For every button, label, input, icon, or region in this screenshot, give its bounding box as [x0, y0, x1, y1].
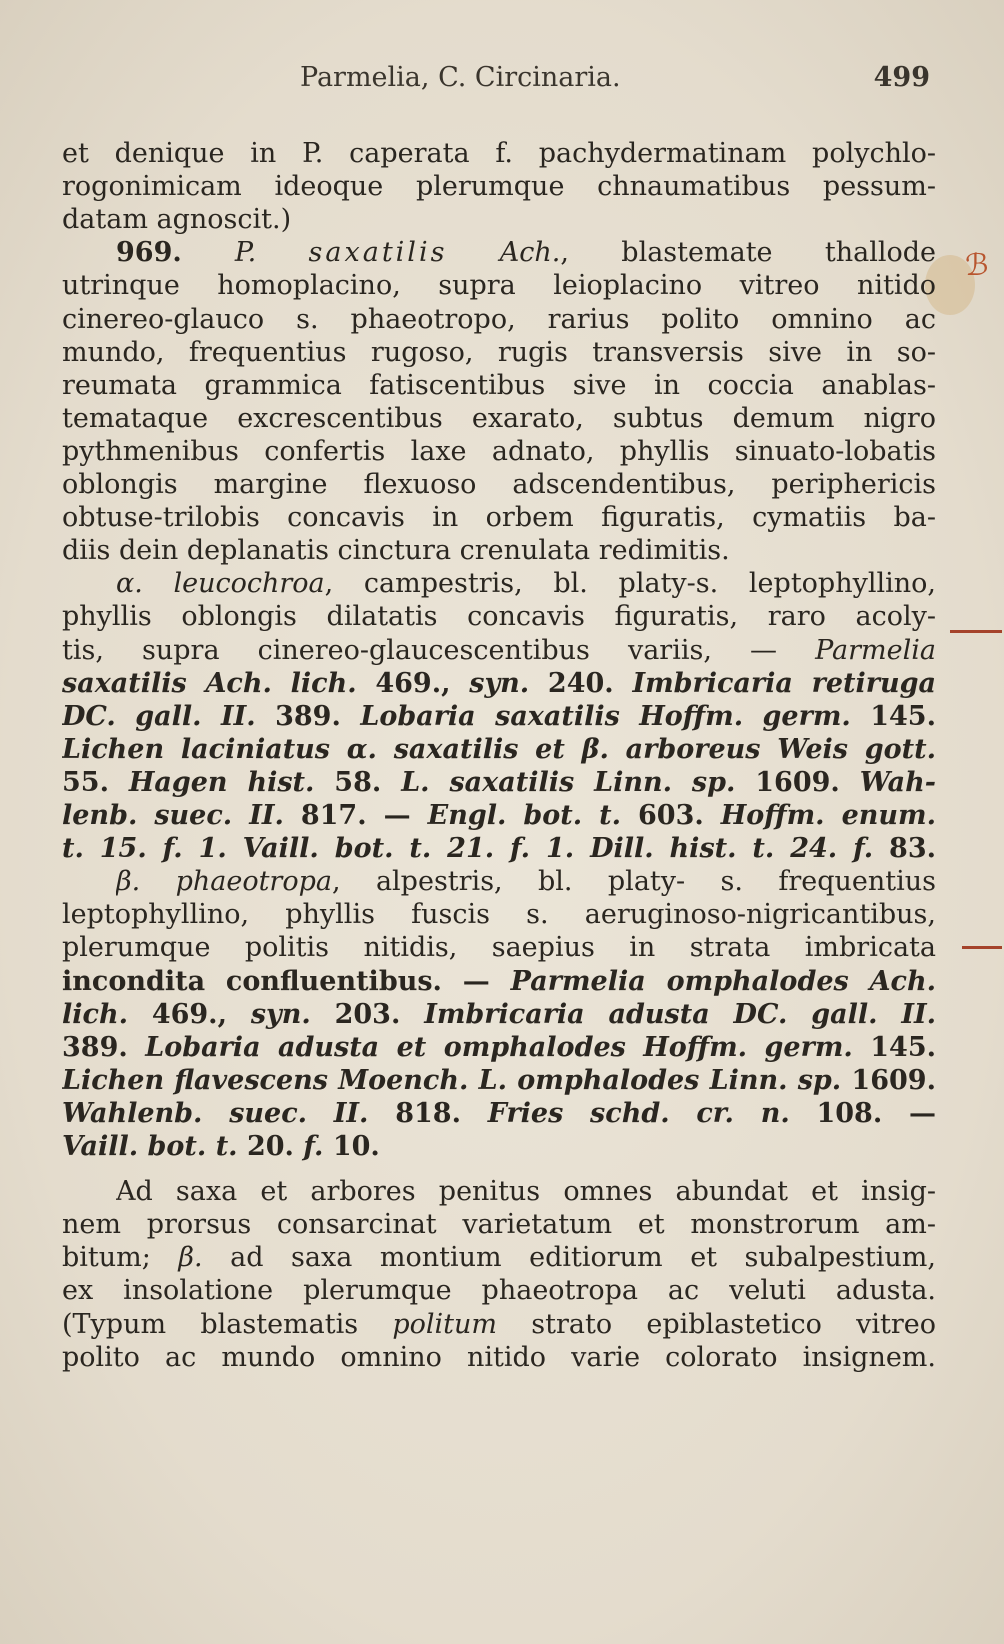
text-segment: , alpestris, bl. platy- s. frequentius	[331, 866, 936, 898]
text-line	[62, 1274, 936, 1307]
text-line	[62, 898, 936, 931]
text-segment: 83.	[873, 833, 936, 865]
text-line	[62, 931, 936, 964]
text-segment: tis, supra cinereo-glaucescentibus variis, —	[62, 634, 816, 666]
text-line	[62, 600, 936, 633]
text-line	[116, 236, 936, 269]
text-line	[62, 998, 936, 1031]
text-line	[62, 369, 936, 402]
text-segment: lenb. suec. II.	[62, 800, 284, 831]
text-segment: leptophyllino, phyllis fuscis s. aeruginoso-nigricantibus,	[62, 899, 936, 931]
text-line	[116, 567, 936, 600]
text-segment: saxatilis	[308, 237, 448, 269]
text-segment: 203.	[310, 998, 425, 1030]
text-segment: utrinque homoplacino, supra leioplacino vitreo nitido	[62, 270, 936, 302]
text-line	[62, 336, 936, 369]
text-segment: L. saxatilis Linn. sp.	[401, 766, 736, 798]
text-segment: saxatilis Ach. lich.	[62, 667, 357, 699]
text-segment: (Typum blastematis	[62, 1308, 393, 1340]
text-segment: DC. gall. II.	[62, 700, 256, 732]
text-segment: ad saxa montium editiorum et subalpestium,	[202, 1242, 936, 1274]
margin-pencil-mark-beta	[962, 946, 1002, 949]
text-line	[62, 269, 936, 302]
text-segment: , campestris, bl. platy-s. leptophyllino,	[324, 568, 936, 600]
text-segment: 389.	[255, 700, 361, 732]
text-segment: ex insolatione plerumque phaeotropa ac veluti adusta.	[62, 1275, 936, 1307]
text-segment: reumata grammica fatiscentibus sive in coccia anablas-	[62, 369, 936, 401]
text-segment: 240.	[529, 667, 633, 699]
margin-pencil-mark-alpha	[950, 630, 1002, 633]
text-segment: Parmelia	[815, 634, 936, 666]
text-segment: 603.	[621, 800, 721, 831]
text-segment: pythmenibus confertis laxe adnato, phyllis sinuato-lobatis	[62, 435, 936, 467]
text-segment: 469.,	[356, 667, 470, 699]
text-segment: 818.	[368, 1097, 488, 1129]
text-segment: oblongis margine flexuoso adscendentibus, periphericis	[62, 469, 936, 500]
text-segment: P.	[234, 237, 309, 269]
text-line	[62, 1130, 936, 1163]
text-segment: strato epiblastetico vitreo	[497, 1308, 936, 1340]
text-segment: Wahlenb. suec. II.	[62, 1097, 369, 1129]
text-segment: α. leucochroa	[116, 568, 325, 600]
text-segment: Fries schd. cr. n.	[487, 1097, 790, 1129]
text-line	[62, 667, 936, 700]
text-segment: cinereo-glauco s. phaeotropo, rarius polito omnino ac	[62, 303, 936, 335]
text-segment: Parmelia omphalodes Ach.	[510, 965, 936, 997]
text-line	[62, 1097, 936, 1130]
text-segment: Hagen hist.	[128, 766, 315, 798]
text-segment: 969.	[116, 237, 235, 269]
text-segment: 58.	[314, 766, 402, 798]
text-line	[62, 203, 936, 236]
text-segment: obtuse-trilobis concavis in orbem figuratis, cymatiis ba-	[62, 502, 936, 534]
text-line	[62, 1031, 936, 1064]
text-segment: 145.	[852, 1031, 936, 1063]
text-segment: Lobaria adusta et omphalodes Hoffm. germ.	[145, 1031, 853, 1063]
text-segment: nem prorsus consarcinat varietatum et monstrorum am-	[62, 1209, 936, 1241]
text-line	[62, 832, 936, 865]
text-line	[62, 137, 936, 170]
text-line	[62, 965, 936, 998]
text-segment: , blastemate thallode	[560, 237, 936, 269]
text-segment: plerumque politis nitidis, saepius in strata imbricata	[62, 932, 936, 964]
text-segment: 10.	[323, 1131, 380, 1162]
text-segment: politum	[392, 1308, 498, 1340]
page-number: 499	[873, 62, 930, 93]
text-line	[62, 534, 936, 567]
text-segment: temataque excrescentibus exarato, subtus demum nigro	[62, 402, 936, 434]
text-segment: Ad saxa et arbores penitus omnes abundat et insig-	[116, 1176, 936, 1208]
text-segment: Lichen laciniatus α. saxatilis et β. arboreus Weis gott.	[62, 733, 936, 765]
text-segment: Engl. bot. t.	[427, 800, 621, 831]
text-segment: Vaill. bot. t.	[62, 1131, 238, 1162]
text-segment: 469.,	[127, 998, 251, 1030]
text-segment: mundo, frequentius rugoso, rugis transversis sive in so-	[62, 336, 936, 368]
text-line	[62, 170, 936, 203]
text-line	[62, 468, 936, 501]
text-line	[62, 700, 936, 733]
text-segment: et denique in P. caperata f. pachydermatinam polychlo-	[62, 138, 936, 169]
running-header	[300, 62, 930, 102]
text-segment: Imbricaria adusta DC. gall. II.	[424, 998, 936, 1030]
text-line	[62, 766, 936, 799]
text-segment: 817. —	[283, 800, 428, 831]
text-segment: f.	[303, 1131, 324, 1162]
text-segment: Lichen flavescens Moench. L. omphalodes Linn. sp.	[62, 1064, 842, 1096]
text-segment: syn.	[469, 667, 530, 699]
text-segment: 55.	[62, 766, 129, 798]
text-line	[62, 402, 936, 435]
text-segment: 145.	[850, 700, 936, 732]
text-segment: β. phaeotropa	[116, 866, 332, 898]
text-line	[62, 1308, 936, 1341]
text-segment: polito ac mundo omnino nitido varie colorato insignem.	[62, 1341, 936, 1373]
text-segment: 389.	[62, 1031, 146, 1063]
text-segment: datam agnoscit.)	[62, 204, 292, 236]
text-line	[62, 1241, 936, 1274]
text-line	[62, 1064, 936, 1097]
text-segment: 20.	[237, 1131, 304, 1162]
text-line	[62, 303, 936, 336]
text-segment: phyllis oblongis dilatatis concavis figuratis, raro acoly-	[62, 601, 936, 633]
text-segment: diis dein deplanatis cinctura crenulata redimitis.	[62, 535, 730, 567]
text-segment: bitum;	[62, 1242, 179, 1274]
text-segment: β.	[178, 1242, 203, 1274]
text-segment: rogonimicam ideoque plerumque chnaumatibus pessum-	[62, 171, 936, 203]
text-segment: lich.	[62, 998, 128, 1030]
text-segment: t. 15. f. 1. Vaill. bot. t. 21. f. 1. Dill. hist. t. 24. f.	[62, 833, 874, 865]
text-segment: 1609.	[841, 1064, 936, 1096]
text-segment: syn.	[250, 998, 311, 1030]
text-segment: 1609.	[735, 766, 860, 798]
text-segment: Wah-	[859, 766, 936, 798]
text-line	[62, 799, 936, 832]
text-segment: Ach.	[447, 237, 561, 269]
text-segment: Hoffm. enum.	[720, 800, 936, 831]
text-segment: 108. —	[789, 1097, 936, 1129]
text-segment: incondita confluentibus. —	[62, 965, 511, 997]
text-line	[62, 634, 936, 667]
text-line	[116, 1175, 936, 1208]
text-line	[62, 501, 936, 534]
text-line	[62, 1208, 936, 1241]
text-segment: Lobaria saxatilis Hoffm. germ.	[360, 700, 851, 732]
margin-handwritten-note: ℬ	[965, 248, 989, 283]
text-line	[62, 435, 936, 468]
text-line	[116, 865, 936, 898]
header-title: Parmelia, C. Circinaria.	[300, 62, 621, 93]
text-line	[62, 733, 936, 766]
text-line	[62, 1341, 936, 1374]
text-segment: Imbricaria retiruga	[632, 667, 936, 699]
